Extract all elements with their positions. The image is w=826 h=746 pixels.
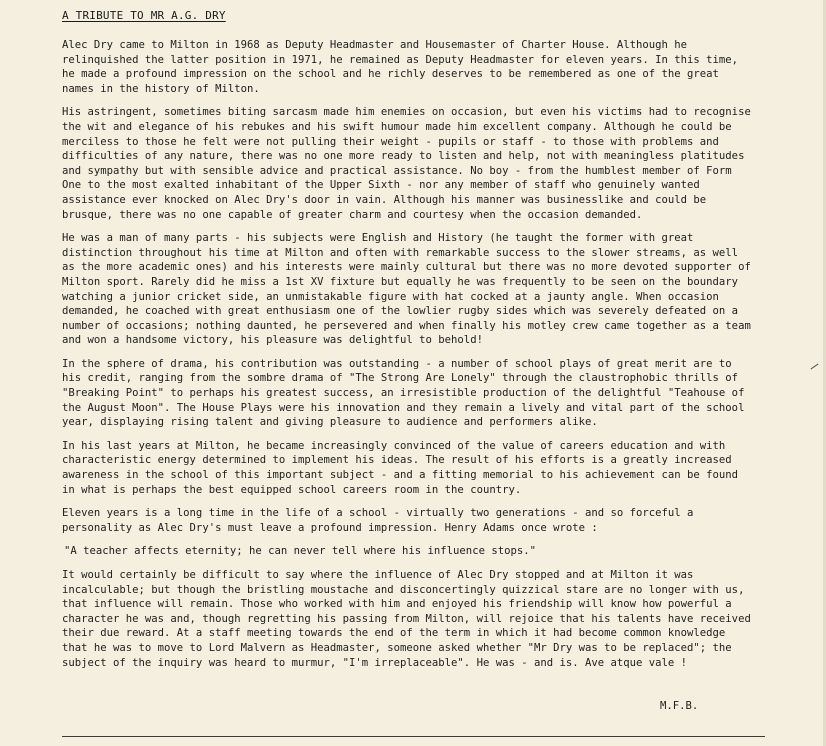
paragraph-closing: It would certainly be difficult to say where the influence of Alec Dry stopped and at Milton it was incalculable; but though the bristling moustache and disconcertingly quizzical stare are no longer with us, that influence will remain. Those who worked with him and enjoyed his friendship will know how powerful a character he was and, though regretting his passing from Milton, will rejoice that his talents have received their due reward. At a staff meeting towards the end of the term in which it had become common knowledge that he was to move to Lord Malvern as Headmaster, someone asked whether "Mr Dry was to be replaced"; the subject of the inquiry was heard to murmur, "I'm irreplaceable". He was - and is. Ave atque vale ! bbox=[62, 569, 751, 669]
paragraph-careers: In his last years at Milton, he became increasingly convinced of the value of careers education and with characteristic energy determined to implement his ideas. The result of his efforts is a greatly increased awareness in the school of this important subject - and a fitting memorial to his achievement can be found in what is perhaps the best equipped school careers room in the country. bbox=[62, 439, 739, 496]
paragraph-interests: He was a man of many parts - his subjects were English and History (he taught the former with great distinction throughout his time at Milton and often with remarkable success to the slower streams, as well as the more academic ones) and his interests were mainly cultural but there was no more devoted supporter of Milton sport. Rarely did he miss a 1st XV fixture but equally he was frequently to be seen on the boundary watching a junior cricket side, an unmistakable figure with hat cocked at a jaunty angle. When occasion demanded, he coached with great enthusiasm one of the lowlier rugby sides which was severely defeated on a number of occasions; nothing daunted, he persevered and when finally his motley crew came together as a team and won a handsome victory, his pleasure was delightful to behold! bbox=[62, 232, 751, 347]
bottom-rule-divider bbox=[62, 736, 765, 737]
document-title: A TRIBUTE TO MR A.G. DRY bbox=[62, 9, 226, 22]
paragraph-intro: Alec Dry came to Milton in 1968 as Deputy Headmaster and Housemaster of Charter House. Although he relinquished the latter position in 1971, he remained as Deputy Headmaster for eleven years. In this time, he made a profound impression on the school and he richly deserves to be remembered as one of the great names in the history of Milton. bbox=[62, 39, 739, 95]
signature-initials: M.F.B. bbox=[660, 700, 699, 712]
paragraph-impression: Eleven years is a long time in the life of a school - virtually two generations - and so forceful a personality as Alec Dry's must leave a profound impression. Henry Adams once wrote : bbox=[62, 507, 694, 534]
quote-henry-adams: "A teacher affects eternity; he can never tell where his influence stops." bbox=[64, 545, 536, 558]
paragraph-character: His astringent, sometimes biting sarcasm made him enemies on occasion, but even his victims had to recognise the wit and elegance of his rebukes and his swift humour made him excellent company. Although he could be merciless to those he felt were not pulling their weight - pupils or staff - to those with problems and difficulties of any nature, there was no one more ready to listen and help, not with meaningless platitudes and sympathy but with sensible advice and practical assistance. No boy - from the humblest member of Form One to the most exalted inhabitant of the Upper Sixth - nor any member of staff who genuinely wanted assistance ever knocked on Alec Dry's door in vain. Although his manner was businesslike and could be brusque, there was no one capable of greater charm and courtesy when the occasion demanded. bbox=[62, 106, 751, 221]
paragraph-drama: In the sphere of drama, his contribution was outstanding - a number of school plays of great merit are to his credit, ranging from the sombre drama of "The Strong Are Lonely" through the claustrophobic thrills of "Breaking Point" to perhaps his greatest success, an irresistible production of the delightful "Teahouse of the August Moon". The House Plays were his innovation and they remain a lively and vital part of the school year, displaying rising talent and giving pleasure to audience and performers alike. bbox=[62, 357, 745, 429]
margin-pencil-mark bbox=[811, 364, 819, 370]
document-body bbox=[62, 38, 752, 679]
